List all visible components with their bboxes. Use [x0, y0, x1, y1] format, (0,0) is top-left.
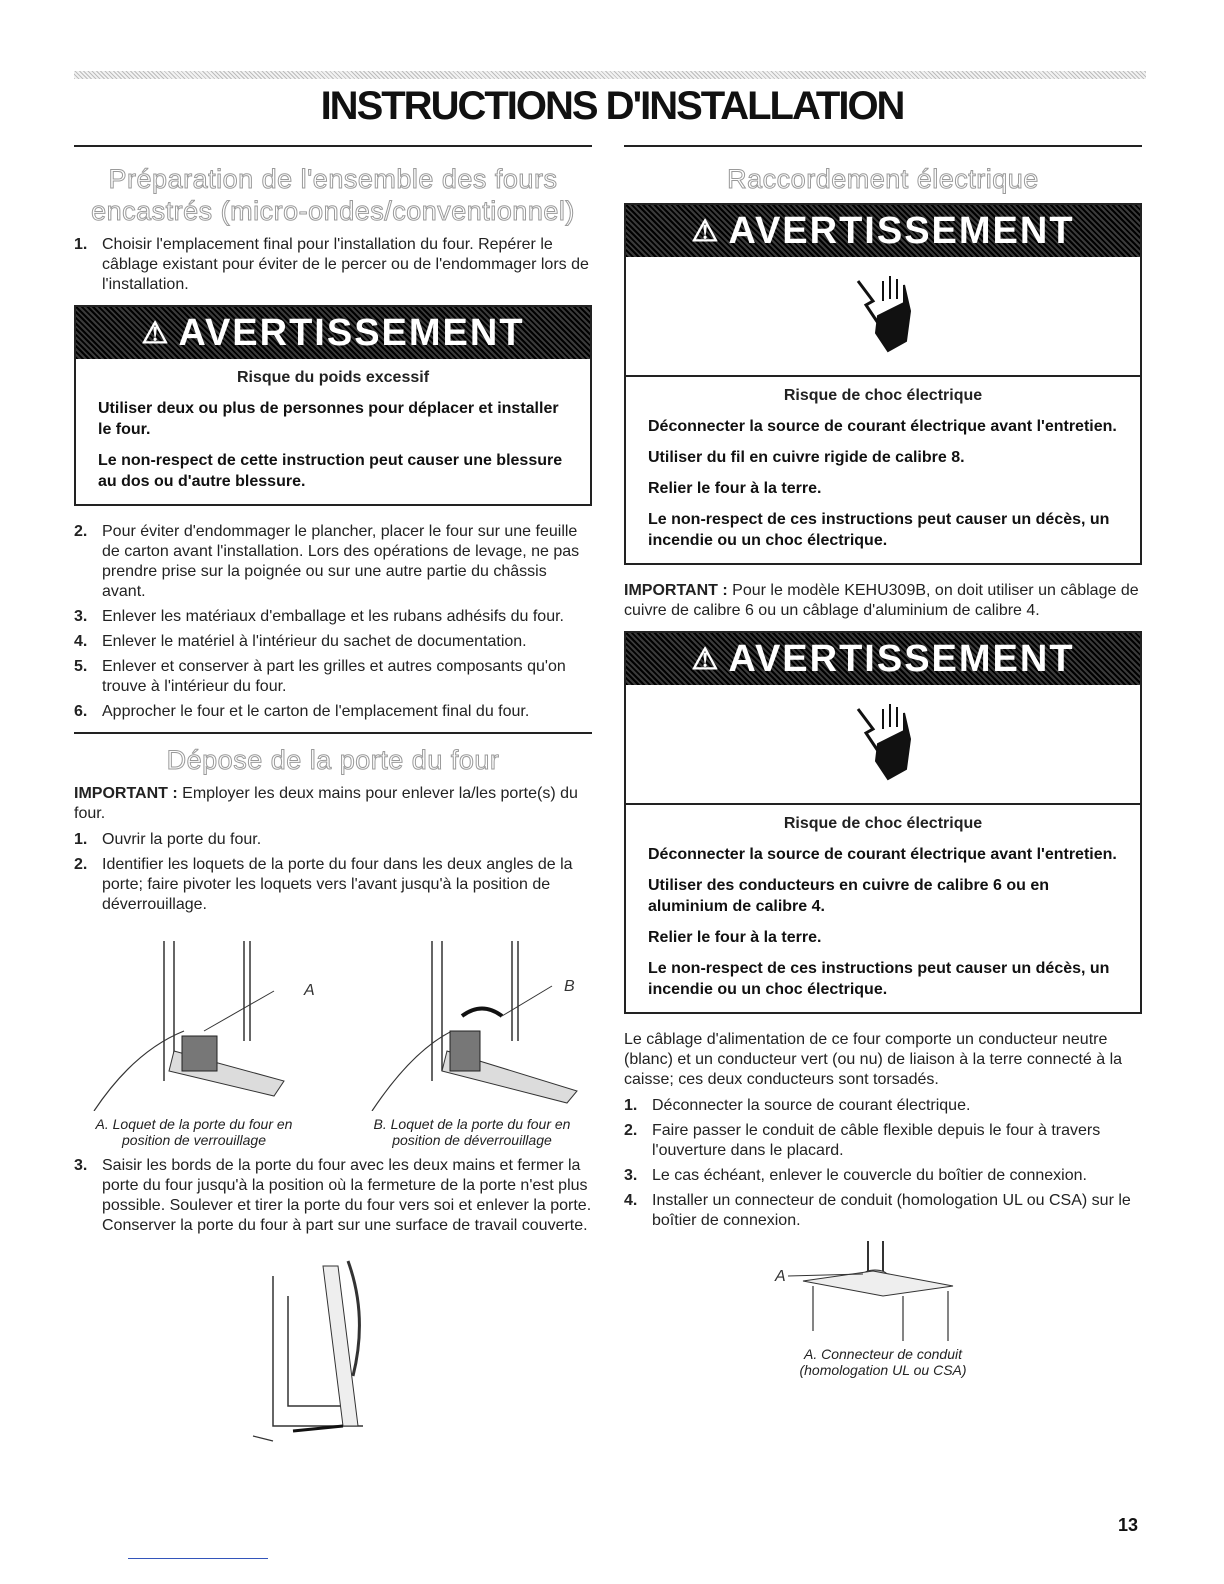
conduit-figure	[624, 1241, 1142, 1378]
list-item	[624, 1121, 1142, 1161]
warning-body	[626, 377, 1140, 563]
step-text: Enlever et conserver à part les grilles et autres composants qu'on trouve à l'intérieur du four.	[102, 658, 566, 695]
list-item	[624, 1166, 1142, 1186]
latch-locked-figure	[74, 931, 314, 1148]
warning-header-text: AVERTISSEMENT	[178, 311, 525, 354]
page-number: 13	[1118, 1515, 1139, 1535]
list-item	[74, 1156, 592, 1236]
section-divider	[74, 732, 592, 734]
warning-body	[626, 805, 1140, 1012]
step-text: Déconnecter la source de courant électrique.	[652, 1097, 971, 1114]
warning-header-text: AVERTISSEMENT	[728, 209, 1075, 252]
step-number: 6.	[74, 703, 88, 720]
important-note	[74, 784, 592, 824]
section-title-line2: encastrés (micro-ondes/conventionnel)	[91, 196, 575, 226]
step-text: Installer un connecteur de conduit (homologation UL ou CSA) sur le boîtier de connexion.	[652, 1192, 1131, 1229]
wiring-paragraph: Le câblage d'alimentation de ce four comporte un conducteur neutre (blanc) et un conducteur vert (ou nu) de liaison à la terre connecté à la caisse; ces deux conducteurs sont torsadés.	[624, 1031, 1123, 1088]
warning-line: Utiliser du fil en cuivre rigide de calibre 8.	[648, 449, 965, 466]
latch-unlocked-figure	[352, 931, 592, 1148]
latch-locked-illustration	[74, 931, 314, 1111]
step-text: Saisir les bords de la porte du four avec les deux mains et fermer la porte du four jusqu'à la position où la fermeture de la porte n'est plus possible. Soulever et tirer la porte du four vers soi et enlever la porte. Conserver la porte du four à part sur une surface de travail couverte.	[102, 1157, 592, 1234]
conduit-caption-line1: A. Connecteur de conduit	[804, 1346, 962, 1362]
footer-rule	[128, 1558, 268, 1559]
step-text: Choisir l'emplacement final pour l'installation du four. Repérer le câblage existant pour éviter de le percer ou de l'endommager lors de l'installation.	[102, 236, 589, 293]
section-title-preparation	[74, 163, 592, 227]
warning-header	[626, 205, 1140, 257]
step-number: 4.	[74, 633, 88, 650]
latch-unlocked-illustration	[352, 931, 592, 1111]
step-number: 1.	[74, 236, 88, 253]
list-item	[74, 855, 592, 915]
step-number: 3.	[74, 1157, 88, 1174]
caption-a	[74, 1116, 314, 1148]
warning-line: Déconnecter la source de courant électrique avant l'entretien.	[648, 418, 1117, 435]
right-column	[624, 145, 1142, 1378]
step-number: 2.	[74, 523, 88, 540]
conduit-connector-illustration	[773, 1241, 993, 1341]
important-label: IMPORTANT :	[74, 785, 178, 802]
step-text: Le cas échéant, enlever le couvercle du boîtier de connexion.	[652, 1167, 1087, 1184]
step-number: 5.	[74, 658, 88, 675]
caption-a-line1: A. Loquet de la porte du four en	[95, 1116, 293, 1132]
step-text: Enlever le matériel à l'intérieur du sachet de documentation.	[102, 633, 527, 650]
shock-hazard-icon	[626, 685, 1140, 805]
steps-list-a	[74, 235, 592, 295]
warning-header	[76, 307, 590, 359]
warning-header	[626, 633, 1140, 685]
left-column	[74, 145, 592, 1451]
warning-line: Le non-respect de ces instructions peut causer un décès, un incendie ou un choc électrique.	[648, 960, 1110, 998]
fig-label-b: B	[564, 978, 575, 995]
page-title: INSTRUCTIONS D'INSTALLATION	[320, 84, 904, 128]
caption-b-line1: B. Loquet de la porte du four en	[373, 1116, 571, 1132]
warning-line: Relier le four à la terre.	[648, 929, 822, 946]
warning-line: Relier le four à la terre.	[648, 480, 822, 497]
conduit-caption	[624, 1346, 1142, 1378]
step-text: Approcher le four et le carton de l'emplacement final du four.	[102, 703, 530, 720]
steps-list-b	[74, 522, 592, 722]
warning-line: Déconnecter la source de courant électrique avant l'entretien.	[648, 846, 1117, 863]
warning-line: Le non-respect de cette instruction peut causer une blessure au dos ou d'autre blessure.	[98, 452, 563, 490]
caption-b-line2: position de déverrouillage	[392, 1132, 552, 1148]
electrical-steps-list	[624, 1096, 1142, 1231]
important-text: Pour le modèle KEHU309B, on doit utiliser un câblage de cuivre de calibre 6 ou un câblage d'aluminium de calibre 4.	[624, 582, 1139, 619]
door-lift-figure	[74, 1256, 592, 1451]
warning-line: Utiliser des conducteurs en cuivre de calibre 6 ou en aluminium de calibre 4.	[648, 877, 1050, 915]
door-latch-figure	[74, 931, 592, 1148]
step-text: Ouvrir la porte du four.	[102, 831, 262, 848]
step-number: 1.	[624, 1097, 638, 1114]
important-note	[624, 581, 1142, 621]
door-lift-illustration	[233, 1256, 433, 1446]
caption-b	[352, 1116, 592, 1148]
step-number: 3.	[74, 608, 88, 625]
step-text: Identifier les loquets de la porte du four dans les deux angles de la porte; faire pivoter les loquets vers l'avant jusqu'à la position de déverrouillage.	[102, 856, 573, 913]
warning-line: Le non-respect de ces instructions peut causer un décès, un incendie ou un choc électrique.	[648, 511, 1110, 549]
fig-label-a: A	[304, 982, 314, 999]
list-item	[74, 522, 592, 602]
list-item	[74, 830, 592, 850]
list-item	[74, 657, 592, 697]
step-text: Faire passer le conduit de câble flexible depuis le four à travers l'ouverture dans le placard.	[652, 1122, 1101, 1159]
warning-triangle-icon: ⚠	[141, 316, 171, 350]
warning-triangle-icon: ⚠	[691, 642, 721, 676]
right-column-rule	[624, 145, 1142, 147]
warning-triangle-icon: ⚠	[691, 214, 721, 248]
step-number: 2.	[624, 1122, 638, 1139]
list-item	[74, 702, 592, 722]
list-item	[74, 235, 592, 295]
warning-header-text: AVERTISSEMENT	[728, 637, 1075, 680]
warning-title: Risque du poids excessif	[236, 369, 430, 386]
list-item	[624, 1096, 1142, 1116]
section-title-door-removal: Dépose de la porte du four	[166, 745, 500, 775]
step-number: 1.	[74, 831, 88, 848]
list-item	[624, 1191, 1142, 1231]
important-text: Employer les deux mains pour enlever la/les porte(s) du four.	[74, 785, 578, 822]
step-number: 3.	[624, 1167, 638, 1184]
section-title-line1: Préparation de l'ensemble des fours	[108, 164, 558, 194]
warning-line: Utiliser deux ou plus de personnes pour déplacer et installer le four.	[98, 400, 559, 438]
important-label: IMPORTANT :	[624, 582, 728, 599]
section-title-electrical: Raccordement électrique	[727, 164, 1039, 194]
shock-hazard-icon	[626, 257, 1140, 377]
warning-box-shock-2	[624, 631, 1142, 1014]
warning-body	[76, 359, 590, 504]
step-text: Pour éviter d'endommager le plancher, placer le four sur une feuille de carton avant l'installation. Lors des opérations de levage, ne pas prendre prise sur la poignée ou sur une autre partie du châssis avant.	[102, 523, 580, 600]
left-column-rule	[74, 145, 592, 147]
warning-box-weight	[74, 305, 592, 506]
warning-title: Risque de choc électrique	[783, 815, 983, 832]
steps-list-c	[74, 830, 592, 915]
warning-title: Risque de choc électrique	[783, 387, 983, 404]
top-hatched-rule	[74, 71, 1146, 79]
list-item	[74, 632, 592, 652]
warning-box-shock-1	[624, 203, 1142, 565]
steps-list-d	[74, 1156, 592, 1236]
step-number: 2.	[74, 856, 88, 873]
fig-label-a: A	[775, 1268, 786, 1285]
step-text: Enlever les matériaux d'emballage et les rubans adhésifs du four.	[102, 608, 564, 625]
conduit-caption-line2: (homologation UL ou CSA)	[799, 1362, 967, 1378]
list-item	[74, 607, 592, 627]
step-number: 4.	[624, 1192, 638, 1209]
caption-a-line2: position de verrouillage	[122, 1132, 266, 1148]
